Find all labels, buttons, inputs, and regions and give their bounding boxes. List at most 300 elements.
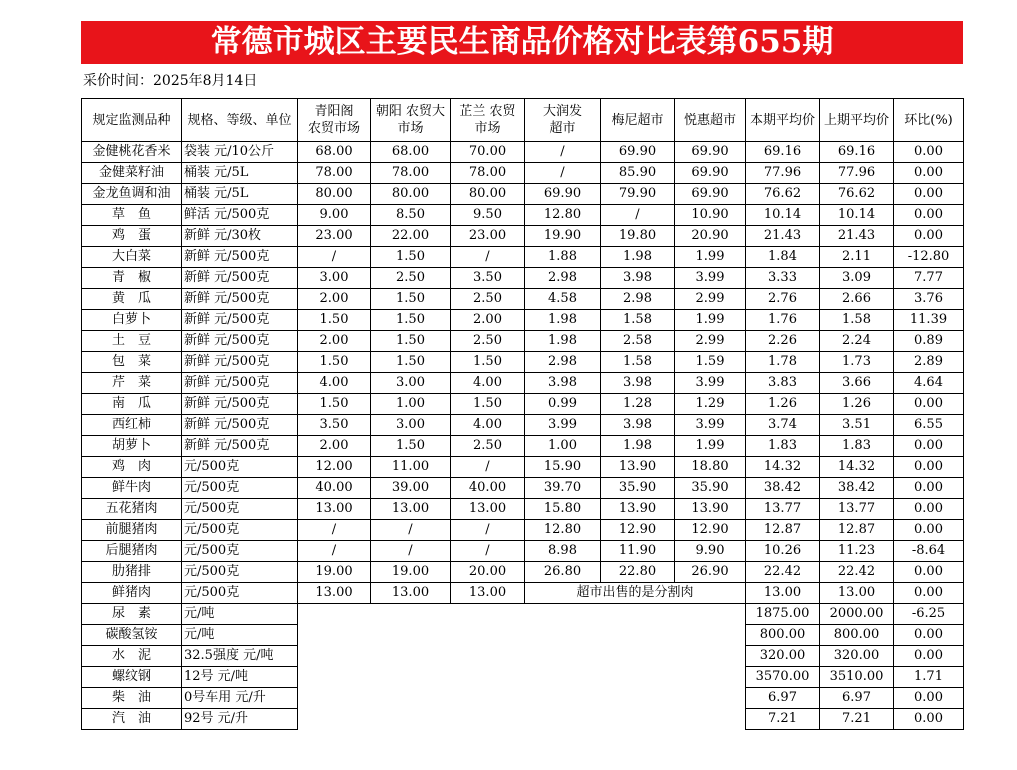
spec-cell: 新鲜 元/500克 <box>182 310 298 331</box>
price-cell: 1.50 <box>298 352 371 373</box>
price-cell: 13.00 <box>451 583 525 604</box>
spec-cell: 元/500克 <box>182 562 298 583</box>
price-cell: 3.50 <box>451 268 525 289</box>
price-cell: 69.90 <box>601 142 675 163</box>
change-cell: 0.00 <box>894 709 964 730</box>
price-cell: 35.90 <box>675 478 746 499</box>
price-cell: 79.90 <box>601 184 675 205</box>
name-cell: 西红柿 <box>82 415 182 436</box>
change-cell: 7.77 <box>894 268 964 289</box>
spec-cell: 桶装 元/5L <box>182 163 298 184</box>
current-avg-cell: 13.00 <box>746 583 820 604</box>
price-cell: 1.00 <box>371 394 451 415</box>
current-avg-cell: 3.74 <box>746 415 820 436</box>
current-avg-cell: 3570.00 <box>746 667 820 688</box>
price-cell: 1.98 <box>601 436 675 457</box>
price-cell: 40.00 <box>298 478 371 499</box>
price-cell: 1.99 <box>675 436 746 457</box>
previous-avg-cell: 3510.00 <box>820 667 894 688</box>
price-cell: / <box>451 457 525 478</box>
price-cell: 1.29 <box>675 394 746 415</box>
table-row <box>82 331 964 352</box>
price-cell: 85.90 <box>601 163 675 184</box>
table-row <box>82 205 964 226</box>
price-cell: 1.50 <box>371 247 451 268</box>
name-cell: 尿 素 <box>82 604 182 625</box>
price-cell: 3.50 <box>298 415 371 436</box>
table-row <box>82 583 964 604</box>
header-cell: 青阳阁 农贸市场 <box>298 99 371 142</box>
spec-cell: 元/500克 <box>182 583 298 604</box>
table-row <box>82 457 964 478</box>
table-row <box>82 310 964 331</box>
current-avg-cell: 13.77 <box>746 499 820 520</box>
price-cell: 1.98 <box>525 310 601 331</box>
current-avg-cell: 1.84 <box>746 247 820 268</box>
table-row <box>82 184 964 205</box>
price-cell: 1.99 <box>675 310 746 331</box>
name-cell: 后腿猪肉 <box>82 541 182 562</box>
price-cell: 2.00 <box>298 331 371 352</box>
change-cell: 1.71 <box>894 667 964 688</box>
name-cell: 金健桃花香米 <box>82 142 182 163</box>
current-avg-cell: 7.21 <box>746 709 820 730</box>
price-cell: 10.90 <box>675 205 746 226</box>
previous-avg-cell: 77.96 <box>820 163 894 184</box>
spec-cell: 新鲜 元/500克 <box>182 415 298 436</box>
spec-cell: 12号 元/吨 <box>182 667 298 688</box>
price-cell: 3.98 <box>601 373 675 394</box>
current-avg-cell: 38.42 <box>746 478 820 499</box>
name-cell: 芹 菜 <box>82 373 182 394</box>
name-cell: 包 菜 <box>82 352 182 373</box>
previous-avg-cell: 38.42 <box>820 478 894 499</box>
price-cell: 12.90 <box>675 520 746 541</box>
price-cell: / <box>371 541 451 562</box>
current-avg-cell: 1.76 <box>746 310 820 331</box>
previous-avg-cell: 1.58 <box>820 310 894 331</box>
previous-avg-cell: 22.42 <box>820 562 894 583</box>
price-cell: 3.98 <box>525 373 601 394</box>
name-cell: 碳酸氢铵 <box>82 625 182 646</box>
price-cell: 78.00 <box>298 163 371 184</box>
spec-cell: 元/吨 <box>182 625 298 646</box>
previous-avg-cell: 3.51 <box>820 415 894 436</box>
spec-cell: 新鲜 元/500克 <box>182 247 298 268</box>
current-avg-cell: 1.78 <box>746 352 820 373</box>
name-cell: 螺纹钢 <box>82 667 182 688</box>
price-cell: 1.50 <box>298 394 371 415</box>
change-cell: 0.00 <box>894 499 964 520</box>
price-cell: 4.58 <box>525 289 601 310</box>
supermarket-note-cell: 超市出售的是分割肉 <box>525 583 746 604</box>
price-cell: 68.00 <box>298 142 371 163</box>
price-cell: 1.50 <box>451 394 525 415</box>
change-cell: 0.00 <box>894 436 964 457</box>
change-cell: 0.00 <box>894 625 964 646</box>
change-cell: 0.00 <box>894 163 964 184</box>
previous-avg-cell: 69.16 <box>820 142 894 163</box>
price-cell: 4.00 <box>298 373 371 394</box>
spec-cell: 92号 元/升 <box>182 709 298 730</box>
header-cell: 芷兰 农贸市场 <box>451 99 525 142</box>
price-cell: 2.99 <box>675 289 746 310</box>
header-cell: 本期平均价 <box>746 99 820 142</box>
price-cell: 20.90 <box>675 226 746 247</box>
current-avg-cell: 3.33 <box>746 268 820 289</box>
name-cell: 鸡 蛋 <box>82 226 182 247</box>
price-cell: / <box>451 541 525 562</box>
price-cell: 40.00 <box>451 478 525 499</box>
current-avg-cell: 21.43 <box>746 226 820 247</box>
price-cell: / <box>525 163 601 184</box>
price-cell: 19.00 <box>298 562 371 583</box>
name-cell: 大白菜 <box>82 247 182 268</box>
name-cell: 五花猪肉 <box>82 499 182 520</box>
table-row <box>82 436 964 457</box>
change-cell: 0.00 <box>894 688 964 709</box>
price-cell: 12.00 <box>298 457 371 478</box>
price-cell: 1.58 <box>601 310 675 331</box>
previous-avg-cell: 1.73 <box>820 352 894 373</box>
change-cell: 0.00 <box>894 205 964 226</box>
name-cell: 土 豆 <box>82 331 182 352</box>
price-cell: 68.00 <box>371 142 451 163</box>
name-cell: 胡萝卜 <box>82 436 182 457</box>
price-cell: / <box>525 142 601 163</box>
spec-cell: 32.5强度 元/吨 <box>182 646 298 667</box>
price-cell: 15.90 <box>525 457 601 478</box>
price-cell: 1.50 <box>371 310 451 331</box>
name-cell: 汽 油 <box>82 709 182 730</box>
price-cell: 19.90 <box>525 226 601 247</box>
price-cell: 78.00 <box>371 163 451 184</box>
price-cell: 1.98 <box>525 331 601 352</box>
price-cell: / <box>451 520 525 541</box>
price-cell: 18.80 <box>675 457 746 478</box>
price-cell: 1.28 <box>601 394 675 415</box>
change-cell: 0.89 <box>894 331 964 352</box>
name-cell: 鲜牛肉 <box>82 478 182 499</box>
previous-avg-cell: 11.23 <box>820 541 894 562</box>
price-cell: 69.90 <box>675 163 746 184</box>
table-row <box>82 373 964 394</box>
price-cell: 11.00 <box>371 457 451 478</box>
spec-cell: 新鲜 元/500克 <box>182 352 298 373</box>
current-avg-cell: 1875.00 <box>746 604 820 625</box>
spec-cell: 袋装 元/10公斤 <box>182 142 298 163</box>
previous-avg-cell: 12.87 <box>820 520 894 541</box>
price-cell: / <box>298 541 371 562</box>
current-avg-cell: 1.26 <box>746 394 820 415</box>
price-cell: 8.50 <box>371 205 451 226</box>
spec-cell: 新鲜 元/500克 <box>182 289 298 310</box>
current-avg-cell: 3.83 <box>746 373 820 394</box>
name-cell: 金健菜籽油 <box>82 163 182 184</box>
price-cell: 4.00 <box>451 373 525 394</box>
header-cell: 大润发 超市 <box>525 99 601 142</box>
current-avg-cell: 320.00 <box>746 646 820 667</box>
table-row <box>82 352 964 373</box>
price-cell: 80.00 <box>298 184 371 205</box>
price-cell: 1.50 <box>371 436 451 457</box>
current-avg-cell: 2.26 <box>746 331 820 352</box>
header-row <box>82 99 964 142</box>
price-cell: 0.99 <box>525 394 601 415</box>
price-cell: 69.90 <box>675 142 746 163</box>
price-cell: 26.80 <box>525 562 601 583</box>
name-cell: 肋猪排 <box>82 562 182 583</box>
change-cell: 0.00 <box>894 457 964 478</box>
previous-avg-cell: 6.97 <box>820 688 894 709</box>
change-cell: 0.00 <box>894 583 964 604</box>
price-cell: 13.00 <box>371 583 451 604</box>
price-cell: 1.99 <box>675 247 746 268</box>
change-cell: 0.00 <box>894 646 964 667</box>
previous-avg-cell: 76.62 <box>820 184 894 205</box>
price-cell: 1.98 <box>601 247 675 268</box>
collection-date: 采价时间：2025年8月14日 <box>83 73 258 89</box>
price-cell: 1.58 <box>601 352 675 373</box>
spec-cell: 新鲜 元/500克 <box>182 394 298 415</box>
price-cell: 20.00 <box>451 562 525 583</box>
table-row <box>82 499 964 520</box>
current-avg-cell: 12.87 <box>746 520 820 541</box>
name-cell: 前腿猪肉 <box>82 520 182 541</box>
spec-cell: 桶装 元/5L <box>182 184 298 205</box>
table-row <box>82 289 964 310</box>
price-cell: / <box>601 205 675 226</box>
price-cell: 9.90 <box>675 541 746 562</box>
price-cell: 2.50 <box>451 289 525 310</box>
change-cell: 0.00 <box>894 478 964 499</box>
price-cell: 12.90 <box>601 520 675 541</box>
price-cell: / <box>298 520 371 541</box>
price-cell: 2.98 <box>525 352 601 373</box>
price-cell: 4.00 <box>451 415 525 436</box>
price-cell: 2.99 <box>675 331 746 352</box>
price-cell: 9.00 <box>298 205 371 226</box>
header-cell: 悦惠超市 <box>675 99 746 142</box>
spec-cell: 元/500克 <box>182 520 298 541</box>
name-cell: 黄 瓜 <box>82 289 182 310</box>
price-cell: 13.00 <box>451 499 525 520</box>
previous-avg-cell: 3.66 <box>820 373 894 394</box>
current-avg-cell: 77.96 <box>746 163 820 184</box>
spec-cell: 新鲜 元/500克 <box>182 331 298 352</box>
previous-avg-cell: 2.24 <box>820 331 894 352</box>
current-avg-cell: 2.76 <box>746 289 820 310</box>
price-cell: 2.00 <box>298 436 371 457</box>
name-cell: 草 鱼 <box>82 205 182 226</box>
price-cell: 2.50 <box>451 436 525 457</box>
table-row <box>82 226 964 247</box>
price-cell: 3.98 <box>601 268 675 289</box>
price-cell: 78.00 <box>451 163 525 184</box>
spec-cell: 元/500克 <box>182 457 298 478</box>
previous-avg-cell: 2.11 <box>820 247 894 268</box>
previous-avg-cell: 320.00 <box>820 646 894 667</box>
change-cell: 0.00 <box>894 562 964 583</box>
current-avg-cell: 14.32 <box>746 457 820 478</box>
price-cell: 15.80 <box>525 499 601 520</box>
price-cell: 2.98 <box>601 289 675 310</box>
price-cell: 80.00 <box>371 184 451 205</box>
price-cell: 3.00 <box>371 415 451 436</box>
spec-cell: 新鲜 元/500克 <box>182 373 298 394</box>
name-cell: 水 泥 <box>82 646 182 667</box>
header-cell: 规格、等级、单位 <box>182 99 298 142</box>
spec-cell: 元/吨 <box>182 604 298 625</box>
spec-cell: 元/500克 <box>182 478 298 499</box>
table-row <box>82 394 964 415</box>
price-cell: 23.00 <box>298 226 371 247</box>
price-cell: 39.70 <box>525 478 601 499</box>
page-title: 常德市城区主要民生商品价格对比表第655期 <box>81 21 963 64</box>
price-cell: 3.99 <box>675 415 746 436</box>
change-cell: 0.00 <box>894 184 964 205</box>
name-cell: 青 椒 <box>82 268 182 289</box>
previous-avg-cell: 13.00 <box>820 583 894 604</box>
table-row <box>82 268 964 289</box>
price-cell: 1.50 <box>371 352 451 373</box>
header-cell: 环比(%) <box>894 99 964 142</box>
price-cell: / <box>298 247 371 268</box>
change-cell: 2.89 <box>894 352 964 373</box>
table-row <box>82 142 964 163</box>
price-cell: 1.50 <box>371 331 451 352</box>
price-cell: 13.00 <box>298 499 371 520</box>
price-cell: 1.50 <box>298 310 371 331</box>
price-cell: 1.00 <box>525 436 601 457</box>
previous-avg-cell: 10.14 <box>820 205 894 226</box>
spec-cell: 0号车用 元/升 <box>182 688 298 709</box>
price-cell: 3.99 <box>675 373 746 394</box>
spec-cell: 元/500克 <box>182 499 298 520</box>
price-cell: 13.90 <box>675 499 746 520</box>
price-cell: 19.00 <box>371 562 451 583</box>
price-cell: 9.50 <box>451 205 525 226</box>
price-cell: 22.80 <box>601 562 675 583</box>
previous-avg-cell: 14.32 <box>820 457 894 478</box>
price-cell: 8.98 <box>525 541 601 562</box>
table-row <box>82 604 964 625</box>
previous-avg-cell: 2.66 <box>820 289 894 310</box>
name-cell: 白萝卜 <box>82 310 182 331</box>
price-cell: 12.80 <box>525 520 601 541</box>
price-cell: 3.98 <box>601 415 675 436</box>
change-cell: 0.00 <box>894 520 964 541</box>
change-cell: -8.64 <box>894 541 964 562</box>
current-avg-cell: 1.83 <box>746 436 820 457</box>
previous-avg-cell: 800.00 <box>820 625 894 646</box>
price-cell: 35.90 <box>601 478 675 499</box>
price-cell: 80.00 <box>451 184 525 205</box>
price-cell: 1.88 <box>525 247 601 268</box>
table-row <box>82 562 964 583</box>
name-cell: 南 瓜 <box>82 394 182 415</box>
name-cell: 鸡 肉 <box>82 457 182 478</box>
previous-avg-cell: 7.21 <box>820 709 894 730</box>
price-cell: 2.50 <box>451 331 525 352</box>
change-cell: 3.76 <box>894 289 964 310</box>
price-table <box>81 98 964 730</box>
price-cell: 13.00 <box>371 499 451 520</box>
empty-block <box>298 604 746 730</box>
price-cell: 23.00 <box>451 226 525 247</box>
price-cell: 3.99 <box>525 415 601 436</box>
header-cell: 上期平均价 <box>820 99 894 142</box>
price-cell: 69.90 <box>525 184 601 205</box>
change-cell: 0.00 <box>894 394 964 415</box>
price-cell: / <box>371 520 451 541</box>
previous-avg-cell: 2000.00 <box>820 604 894 625</box>
table-row <box>82 478 964 499</box>
price-cell: 69.90 <box>675 184 746 205</box>
header-cell: 朝阳 农贸大市场 <box>371 99 451 142</box>
price-cell: 13.00 <box>298 583 371 604</box>
spec-cell: 鲜活 元/500克 <box>182 205 298 226</box>
previous-avg-cell: 1.26 <box>820 394 894 415</box>
name-cell: 柴 油 <box>82 688 182 709</box>
price-cell: 39.00 <box>371 478 451 499</box>
name-cell: 金龙鱼调和油 <box>82 184 182 205</box>
table-row <box>82 415 964 436</box>
table-row <box>82 163 964 184</box>
price-cell: 2.98 <box>525 268 601 289</box>
price-cell: 1.59 <box>675 352 746 373</box>
spec-cell: 新鲜 元/500克 <box>182 436 298 457</box>
price-cell: 11.90 <box>601 541 675 562</box>
price-cell: 70.00 <box>451 142 525 163</box>
current-avg-cell: 76.62 <box>746 184 820 205</box>
price-cell: 26.90 <box>675 562 746 583</box>
change-cell: -6.25 <box>894 604 964 625</box>
price-cell: 22.00 <box>371 226 451 247</box>
spec-cell: 元/500克 <box>182 541 298 562</box>
price-cell: 1.50 <box>451 352 525 373</box>
current-avg-cell: 69.16 <box>746 142 820 163</box>
current-avg-cell: 10.14 <box>746 205 820 226</box>
current-avg-cell: 10.26 <box>746 541 820 562</box>
price-cell: 13.90 <box>601 457 675 478</box>
change-cell: -12.80 <box>894 247 964 268</box>
price-cell: 2.50 <box>371 268 451 289</box>
spec-cell: 新鲜 元/500克 <box>182 268 298 289</box>
table-row <box>82 520 964 541</box>
current-avg-cell: 800.00 <box>746 625 820 646</box>
spec-cell: 新鲜 元/30枚 <box>182 226 298 247</box>
current-avg-cell: 6.97 <box>746 688 820 709</box>
previous-avg-cell: 1.83 <box>820 436 894 457</box>
change-cell: 0.00 <box>894 142 964 163</box>
price-cell: 19.80 <box>601 226 675 247</box>
price-cell: 3.99 <box>675 268 746 289</box>
change-cell: 4.64 <box>894 373 964 394</box>
change-cell: 0.00 <box>894 226 964 247</box>
header-cell: 梅尼超市 <box>601 99 675 142</box>
price-cell: 2.00 <box>451 310 525 331</box>
price-cell: 3.00 <box>298 268 371 289</box>
table-row <box>82 541 964 562</box>
price-cell: 2.00 <box>298 289 371 310</box>
previous-avg-cell: 3.09 <box>820 268 894 289</box>
previous-avg-cell: 21.43 <box>820 226 894 247</box>
name-cell: 鲜猪肉 <box>82 583 182 604</box>
change-cell: 11.39 <box>894 310 964 331</box>
price-cell: 3.00 <box>371 373 451 394</box>
header-cell: 规定监测品种 <box>82 99 182 142</box>
